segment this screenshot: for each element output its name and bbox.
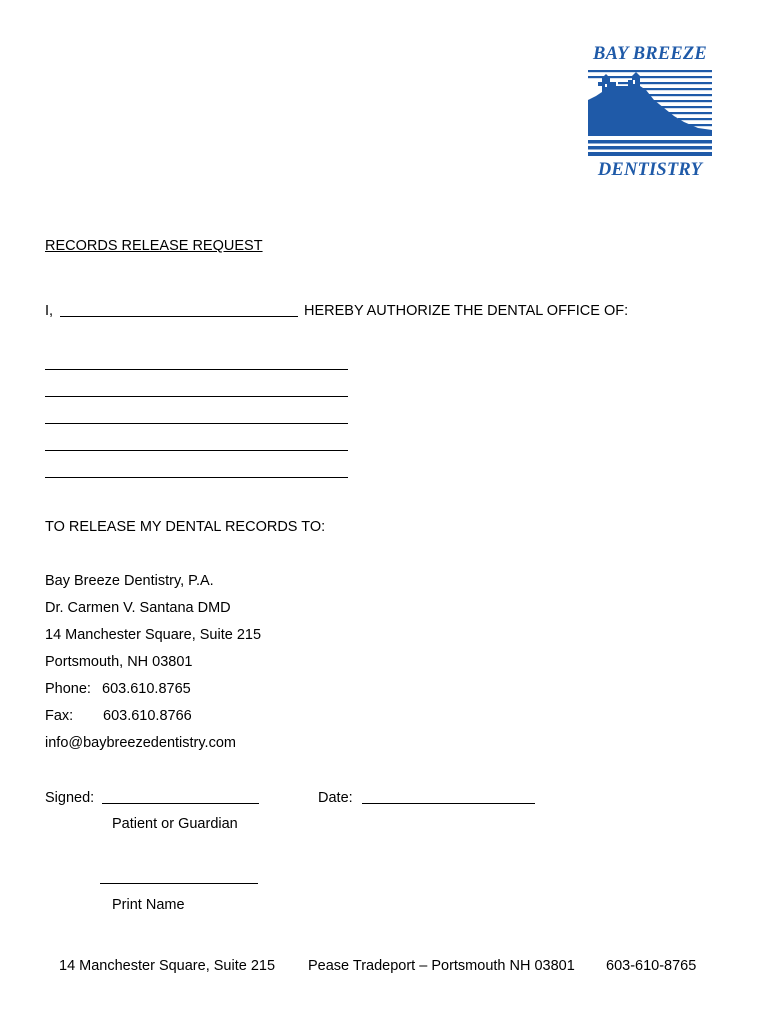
dental-office-line-5[interactable] — [45, 477, 348, 478]
phone-label: Phone: — [45, 681, 91, 697]
signed-caption: Patient or Guardian — [112, 816, 238, 832]
recipient-name: Bay Breeze Dentistry, P.A. — [45, 573, 214, 589]
fax-label: Fax: — [45, 708, 74, 724]
release-to-heading: TO RELEASE MY DENTAL RECORDS TO: — [45, 519, 326, 535]
signed-label: Signed: — [45, 790, 95, 806]
print-name-field[interactable] — [100, 883, 258, 884]
recipient-city: Portsmouth, NH 03801 — [45, 654, 193, 670]
recipient-fax: 603.610.8766 — [103, 708, 192, 724]
recipient-doctor: Dr. Carmen V. Santana DMD — [45, 600, 231, 616]
date-field[interactable] — [362, 803, 535, 804]
footer-phone: 603-610-8765 — [606, 958, 697, 974]
lighthouse-emblem-icon — [588, 70, 712, 158]
dental-office-line-2[interactable] — [45, 396, 348, 397]
recipient-email: info@baybreezedentistry.com — [45, 735, 236, 751]
page-title: RECORDS RELEASE REQUEST — [45, 238, 263, 254]
footer-location: Pease Tradeport – Portsmouth NH 03801 — [308, 958, 575, 974]
logo-top-text: BAY BREEZE — [593, 44, 707, 64]
dental-office-line-4[interactable] — [45, 450, 348, 451]
signature-field[interactable] — [102, 803, 259, 804]
authorize-prefix: I, — [45, 303, 54, 319]
dental-office-line-1[interactable] — [45, 369, 348, 370]
date-label: Date: — [318, 790, 353, 806]
bay-breeze-logo — [584, 44, 716, 184]
logo-bottom-text: DENTISTRY — [597, 160, 703, 180]
dental-office-line-3[interactable] — [45, 423, 348, 424]
print-name-caption: Print Name — [112, 897, 185, 913]
footer-address: 14 Manchester Square, Suite 215 — [59, 958, 276, 974]
authorize-suffix: HEREBY AUTHORIZE THE DENTAL OFFICE OF: — [304, 303, 629, 319]
patient-name-field[interactable] — [60, 316, 298, 317]
recipient-address: 14 Manchester Square, Suite 215 — [45, 627, 262, 643]
recipient-phone: 603.610.8765 — [102, 681, 191, 697]
